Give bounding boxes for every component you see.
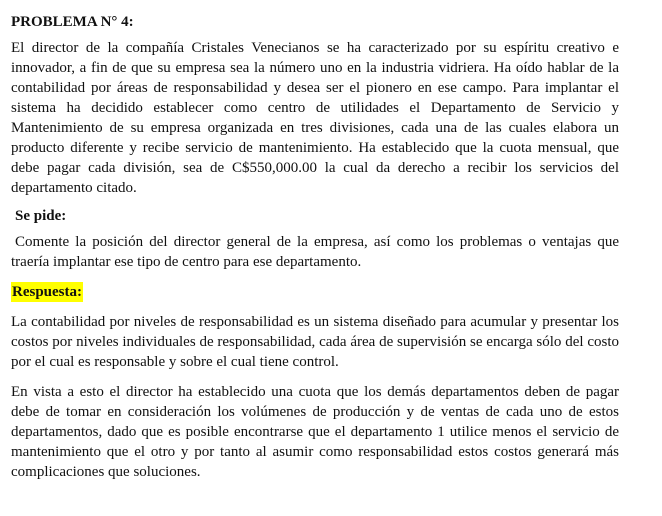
question-paragraph: Comente la posición del director general de la empresa, así como los problemas o ventajas que traería implantar ese tipo de centro para ese departamento. [11,234,619,270]
document-page [11,12,619,482]
answer-paragraph-1: La contabilidad por niveles de responsabilidad es un sistema diseñado para acumular y presentar los costos por niveles individuales de responsabilidad, cada área de supervisión se encarga sólo del costo por el cual es responsable y sobre el cual tiene control. [11,314,619,370]
problem-title: PROBLEMA N° 4: [11,14,134,30]
problem-statement-paragraph: El director de la compañía Cristales Venecianos se ha caracterizado por su espíritu creativo e innovador, a fin de que su empresa sea la número uno en la industria vidriera. Ha oído hablar de la contabilidad por áreas de responsabilidad y desea ser el pionero en ese campo. Para implantar el sistema ha decidido establecer como centro de utilidades el Departamento de Servicio y Mantenimiento de su empresa organizada en tres divisiones, cada una de las cuales elabora un producto diferente y recibe servicio de mantenimiento. Ha establecido que la cuota mensual, que debe pagar cada división, sea de C$550,000.00 la cual da derecho a recibir los servicios del departamento citado. [11,40,619,196]
respuesta-heading-highlighted: Respuesta: [12,284,82,300]
se-pide-heading: Se pide: [15,208,67,224]
answer-heading-wrap [11,282,619,302]
answer-paragraph-2: En vista a esto el director ha establecido una cuota que los demás departamentos deben de pagar debe de tomar en consideración los volúmenes de producción y de ventas de cada uno de estos departamentos, dado que es posible encontrarse que el departamento 1 utilice menos el servicio de mantenimiento que el otro y por tanto al asumir como responsabilidad estos costos generará más complicaciones que soluciones. [11,384,619,480]
